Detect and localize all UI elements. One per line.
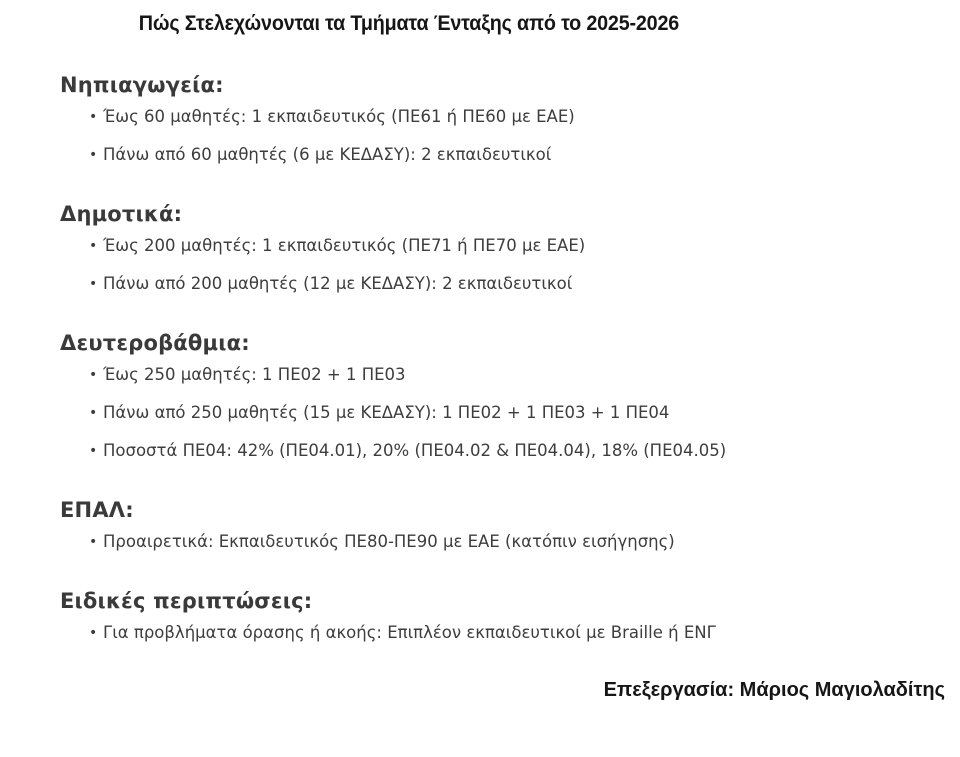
bullet-text: Έως 250 μαθητές: 1 ΠΕ02 + 1 ΠΕ03 bbox=[103, 365, 406, 384]
section-heading-dimotika: Δημοτικά: bbox=[60, 202, 183, 226]
bullet-item bbox=[60, 442, 960, 460]
bullet-item bbox=[60, 624, 960, 642]
bullet-item bbox=[60, 108, 960, 126]
bullet-item bbox=[60, 404, 960, 422]
bullet-list bbox=[60, 624, 960, 642]
section-deuterovathmia bbox=[0, 332, 960, 460]
bullet-list bbox=[60, 108, 960, 164]
bullet-text: Πάνω από 200 μαθητές (12 με ΚΕΔΑΣΥ): 2 εκπαιδευτικοί bbox=[103, 274, 573, 293]
bullet-item bbox=[60, 275, 960, 293]
bullet-item bbox=[60, 146, 960, 164]
bullet-item bbox=[60, 366, 960, 384]
bullet-text: Προαιρετικά: Εκπαιδευτικός ΠΕ80-ΠΕ90 με ΕΑΕ (κατόπιν εισήγησης) bbox=[103, 532, 675, 551]
bullet-text: Για προβλήματα όρασης ή ακοής: Επιπλέον εκπαιδευτικοί με Braille ή ΕΝΓ bbox=[103, 623, 716, 642]
section-nipiagogeia bbox=[0, 74, 960, 164]
section-heading-epal: ΕΠΑΛ: bbox=[60, 498, 134, 522]
bullet-text: Ποσοστά ΠΕ04: 42% (ΠΕ04.01), 20% (ΠΕ04.02 & ΠΕ04.04), 18% (ΠΕ04.05) bbox=[103, 441, 727, 460]
section-heading-nipiagogeia: Νηπιαγωγεία: bbox=[60, 73, 224, 97]
credit-line: Επεξεργασία: Μάριος Μαγιολαδίτης bbox=[603, 679, 945, 701]
bullet-text: Έως 60 μαθητές: 1 εκπαιδευτικός (ΠΕ61 ή ΠΕ60 με ΕΑΕ) bbox=[103, 107, 575, 126]
bullet-text: Έως 200 μαθητές: 1 εκπαιδευτικός (ΠΕ71 ή ΠΕ70 με ΕΑΕ) bbox=[103, 236, 586, 255]
bullet-list bbox=[60, 237, 960, 293]
bullet-item bbox=[60, 237, 960, 255]
section-epal bbox=[0, 499, 960, 551]
section-heading-eidikes-periptoseis: Ειδικές περιπτώσεις: bbox=[60, 589, 313, 613]
bullet-list bbox=[60, 366, 960, 460]
section-dimotika bbox=[0, 203, 960, 293]
bullet-item bbox=[60, 533, 960, 551]
bullet-list bbox=[60, 533, 960, 551]
section-heading-deuterovathmia: Δευτεροβάθμια: bbox=[60, 331, 250, 355]
section-eidikes-periptoseis bbox=[0, 590, 960, 642]
bullet-text: Πάνω από 250 μαθητές (15 με ΚΕΔΑΣΥ): 1 ΠΕ02 + 1 ΠΕ03 + 1 ΠΕ04 bbox=[103, 403, 670, 422]
bullet-text: Πάνω από 60 μαθητές (6 με ΚΕΔΑΣΥ): 2 εκπαιδευτικοί bbox=[103, 145, 552, 164]
page-title: Πώς Στελεχώνονται τα Τμήματα Ένταξης από το 2025-2026 bbox=[138, 12, 680, 35]
